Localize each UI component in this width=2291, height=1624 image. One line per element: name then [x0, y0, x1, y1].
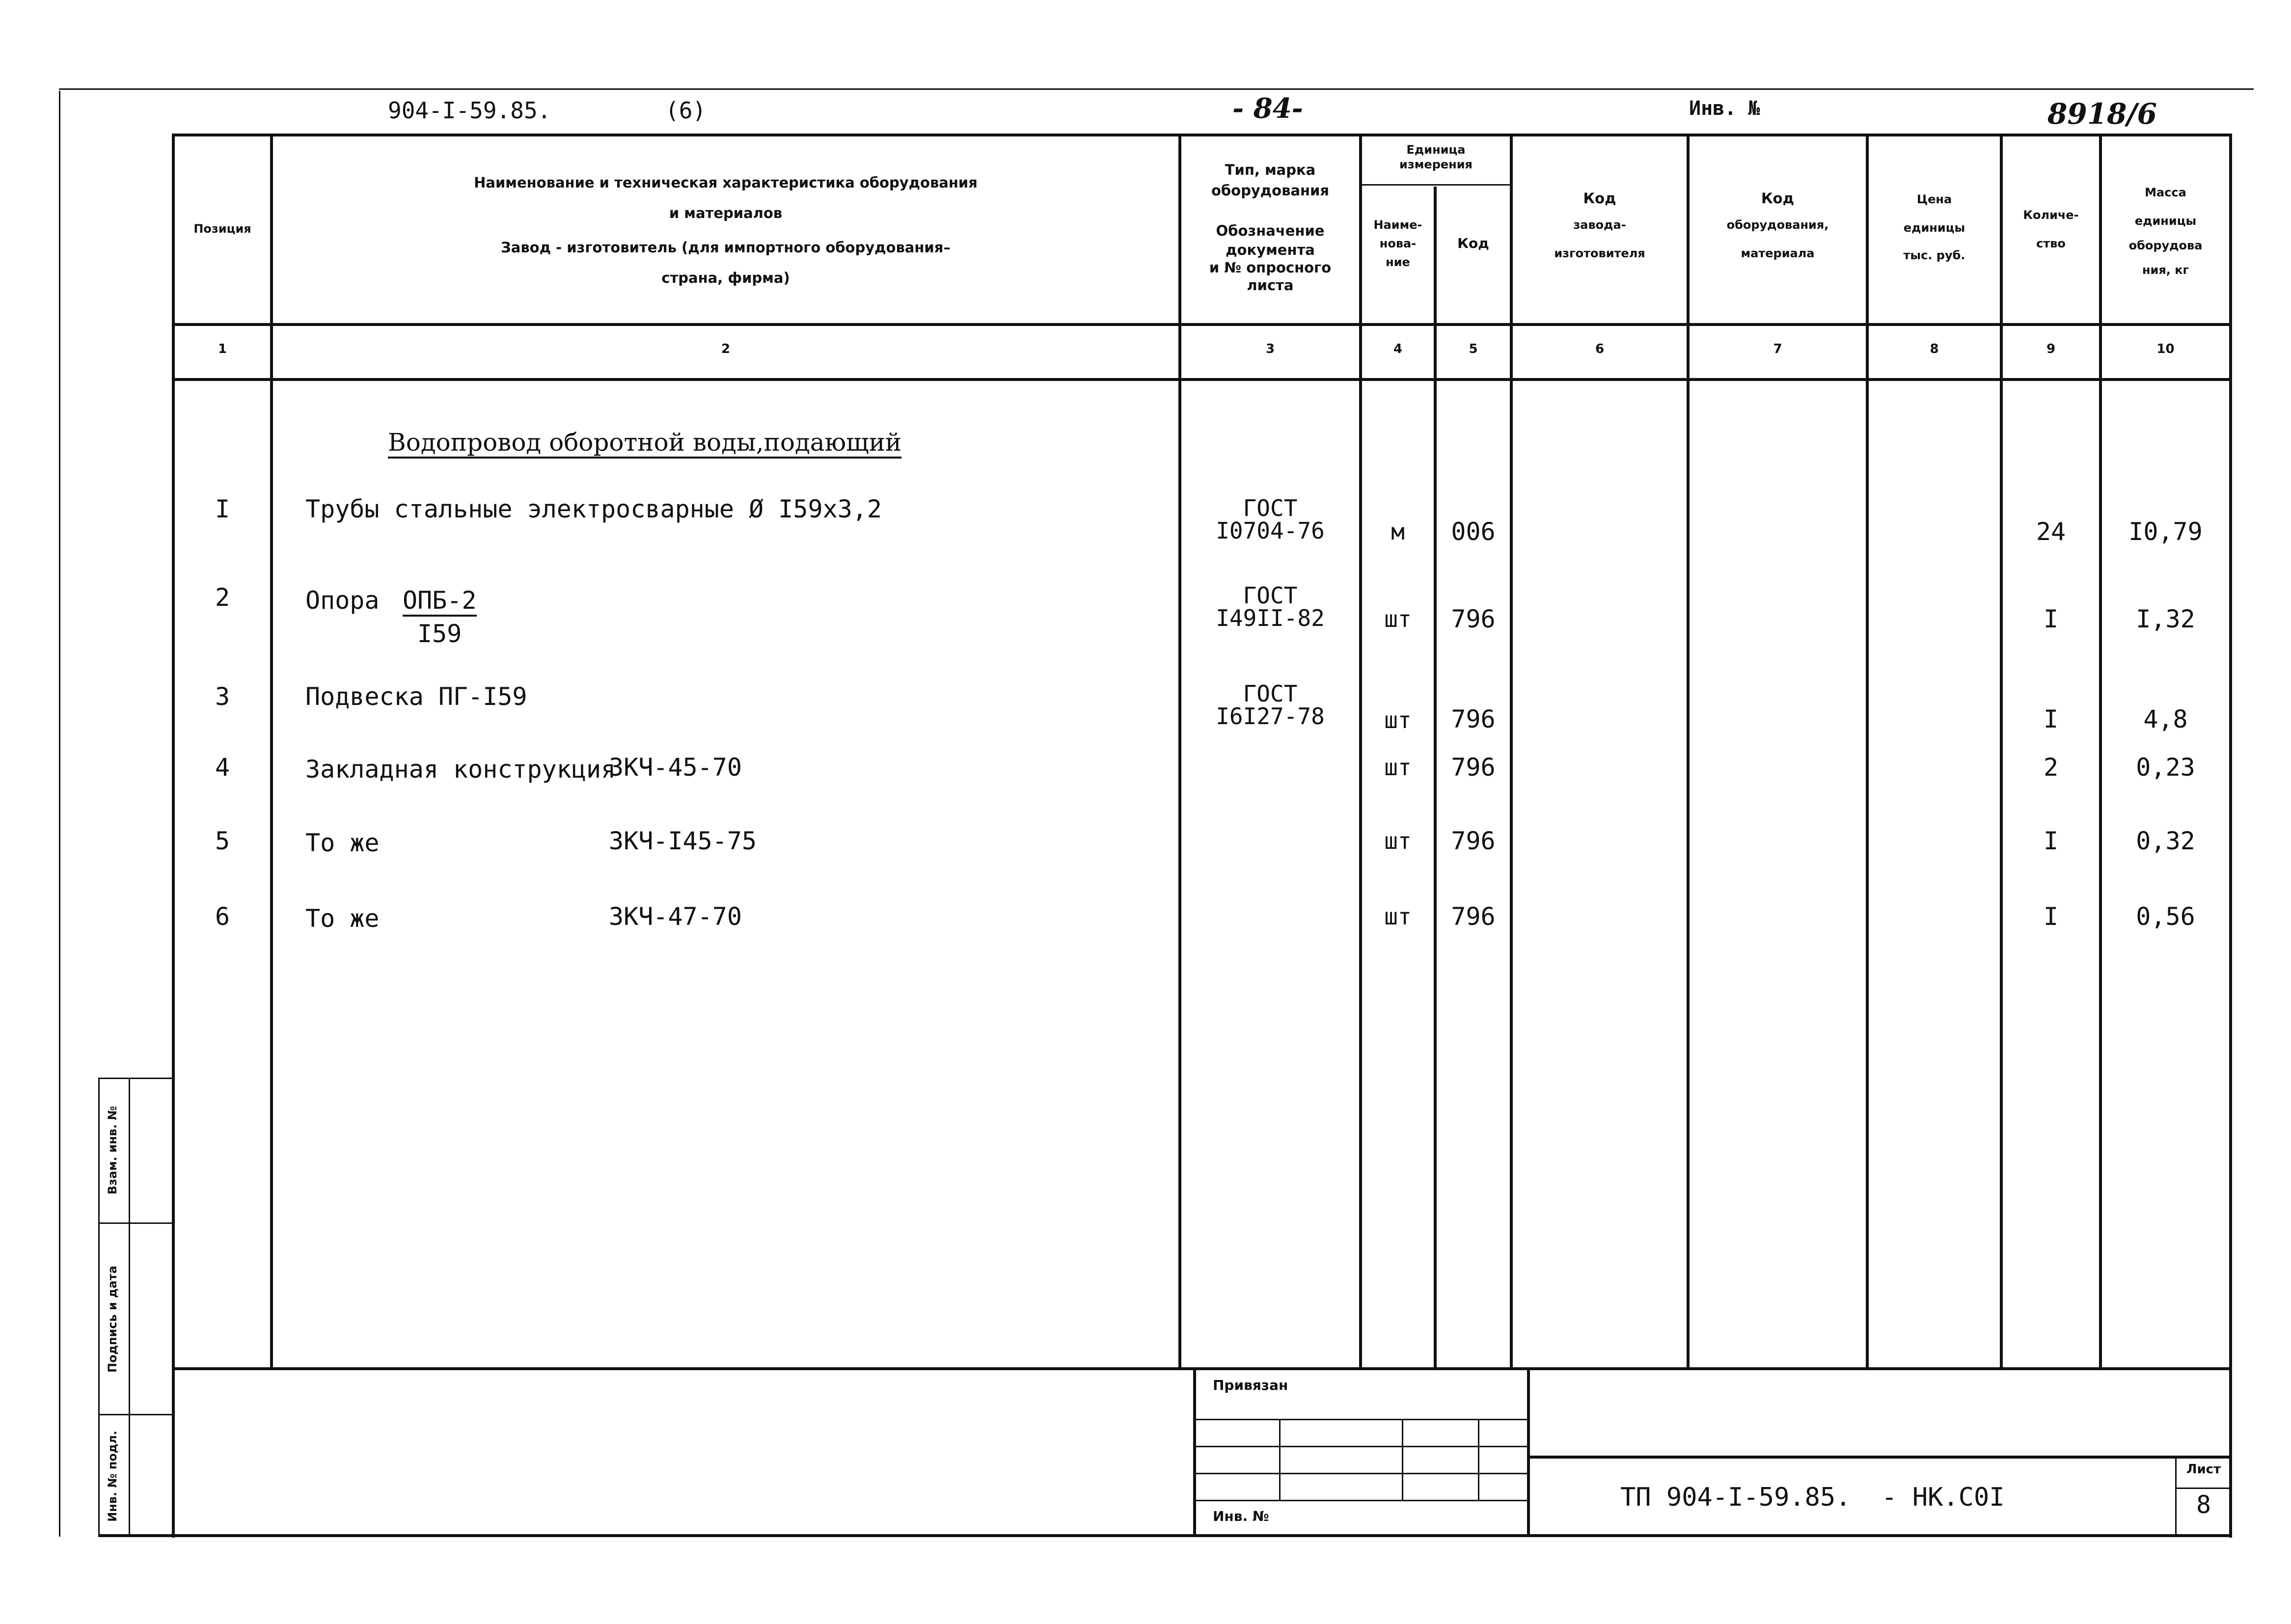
row-code: 796 [1451, 705, 1496, 733]
row-name: Опора [305, 586, 380, 615]
header-unit-name-line3: ние [1386, 255, 1410, 269]
row-position: I [215, 495, 230, 523]
row-doc-line1: ГОСТ [1243, 582, 1298, 609]
inv-number: 8918/6 [2047, 97, 2157, 131]
row-unit: шт [1384, 606, 1412, 632]
header-position: Позиция [193, 222, 251, 236]
header-mass-line2: единицы [2134, 214, 2197, 228]
header-name-line2: и материалов [669, 205, 783, 221]
side-replace-inv: Взам. инв. № [106, 1106, 119, 1195]
header-mass-line4: ния, кг [2142, 263, 2189, 277]
header-qty-line2: ство [2036, 237, 2066, 250]
row-name: То же [305, 829, 380, 857]
row-code: 796 [1451, 605, 1496, 633]
stamp-inv-label: Инв. № [1213, 1508, 1269, 1524]
side-sign-date: Подпись и дата [106, 1266, 119, 1373]
header-plant-line2: завода- [1573, 218, 1626, 232]
row-name-fraction-bottom: I59 [417, 620, 462, 648]
col-num-5: 5 [1469, 342, 1478, 356]
stamp-designation: ТП 904-I-59.85. - НК.С0I [1620, 1483, 2005, 1512]
row-unit: м [1391, 518, 1405, 545]
header-unit-name-line2: нова- [1379, 237, 1417, 250]
row-doc-line2: I49II-82 [1216, 605, 1325, 631]
row-doc-line1: ГОСТ [1243, 680, 1298, 707]
row-qty: I [2043, 605, 2059, 633]
section-title: Водопровод оборотной воды,подающий [388, 428, 901, 459]
row-name: То же [305, 904, 380, 933]
row-mark: ЗКЧ-47-70 [609, 902, 742, 931]
row-position: 5 [215, 827, 230, 855]
row-qty: 2 [2043, 753, 2059, 782]
header-mass-line1: Масса [2145, 186, 2186, 199]
row-mass: I,32 [2136, 605, 2195, 633]
col-num-9: 9 [2046, 342, 2056, 356]
header-type-line1: Тип, марка [1225, 162, 1316, 178]
doc-code: 904-I-59.85. [388, 97, 551, 124]
row-code: 796 [1451, 753, 1496, 782]
row-name-fraction-top: ОПБ-2 [403, 586, 477, 617]
header-mass-line3: оборудова [2128, 239, 2203, 252]
row-code: 006 [1451, 517, 1496, 546]
inv-label: Инв. № [1689, 97, 1760, 120]
header-name-line3: Завод - изготовитель (для импортного оборудования– [501, 239, 951, 256]
row-unit: шт [1384, 903, 1412, 930]
header-equip-line3: материала [1741, 246, 1815, 260]
row-unit: шт [1384, 707, 1412, 733]
row-mass: I0,79 [2128, 517, 2203, 546]
row-qty: I [2043, 827, 2059, 855]
col-num-6: 6 [1595, 342, 1605, 356]
row-doc-line1: ГОСТ [1243, 495, 1298, 521]
row-name: Закладная конструкция [305, 755, 616, 784]
header-type-line4: документа [1226, 242, 1315, 258]
row-mass: 0,32 [2136, 827, 2195, 855]
stamp-sheet-label: Лист [2186, 1462, 2221, 1477]
part-number: (6) [665, 97, 707, 124]
row-unit: шт [1384, 754, 1412, 781]
row-position: 6 [215, 902, 230, 931]
row-qty: I [2043, 902, 2059, 931]
header-qty-line1: Количе- [2023, 208, 2079, 222]
row-mass: 0,56 [2136, 902, 2195, 931]
row-unit: шт [1384, 828, 1412, 854]
side-inv-original: Инв. № подл. [106, 1431, 119, 1522]
page-number: - 84- [1232, 92, 1303, 125]
row-qty: I [2043, 705, 2059, 733]
col-num-10: 10 [2156, 342, 2175, 356]
header-type-line6: листа [1247, 277, 1294, 294]
header-unit-name-line1: Наиме- [1373, 218, 1422, 232]
col-num-7: 7 [1773, 342, 1782, 356]
row-doc-line2: I6I27-78 [1216, 703, 1325, 730]
row-mark: ЗКЧ-45-70 [609, 753, 742, 782]
row-code: 796 [1451, 902, 1496, 931]
header-unit-line1: Единица [1406, 143, 1466, 157]
row-mark: ЗКЧ-I45-75 [609, 827, 757, 855]
stamp-linked-label: Привязан [1213, 1377, 1288, 1393]
stamp-sheet-number: 8 [2196, 1490, 2211, 1519]
header-name-line1: Наименование и техническая характеристика оборудования [474, 174, 978, 191]
header-price-line3: тыс. руб. [1903, 248, 1965, 262]
row-doc-line2: I0704-76 [1216, 517, 1325, 544]
row-position: 3 [215, 682, 230, 711]
row-code: 796 [1451, 827, 1496, 855]
header-equip-line1: Код [1761, 190, 1795, 207]
col-num-2: 2 [721, 342, 731, 356]
header-price-line2: единицы [1903, 221, 1965, 235]
header-plant-line3: изготовителя [1554, 246, 1645, 260]
row-position: 2 [215, 583, 230, 612]
header-unit-code: Код [1457, 235, 1489, 251]
col-num-8: 8 [1930, 342, 1939, 356]
header-type-line5: и № опросного [1209, 259, 1332, 276]
header-equip-line2: оборудования, [1726, 218, 1829, 232]
header-plant-line1: Код [1583, 190, 1616, 207]
row-qty: 24 [2036, 517, 2066, 546]
header-name-line4: страна, фирма) [661, 270, 790, 286]
row-mass: 0,23 [2136, 753, 2195, 782]
col-num-4: 4 [1393, 342, 1403, 356]
col-num-1: 1 [218, 342, 227, 356]
row-name: Подвеска ПГ-I59 [305, 682, 527, 711]
header-price-line1: Цена [1916, 192, 1952, 206]
row-name: Трубы стальные электросварные Ø I59x3,2 [305, 495, 882, 523]
header-unit-line2: измерения [1399, 158, 1473, 171]
row-mass: 4,8 [2143, 705, 2188, 733]
col-num-3: 3 [1265, 342, 1275, 356]
row-position: 4 [215, 753, 230, 782]
header-type-line3: Обозначение [1216, 222, 1325, 239]
header-type-line2: оборудования [1211, 182, 1329, 199]
